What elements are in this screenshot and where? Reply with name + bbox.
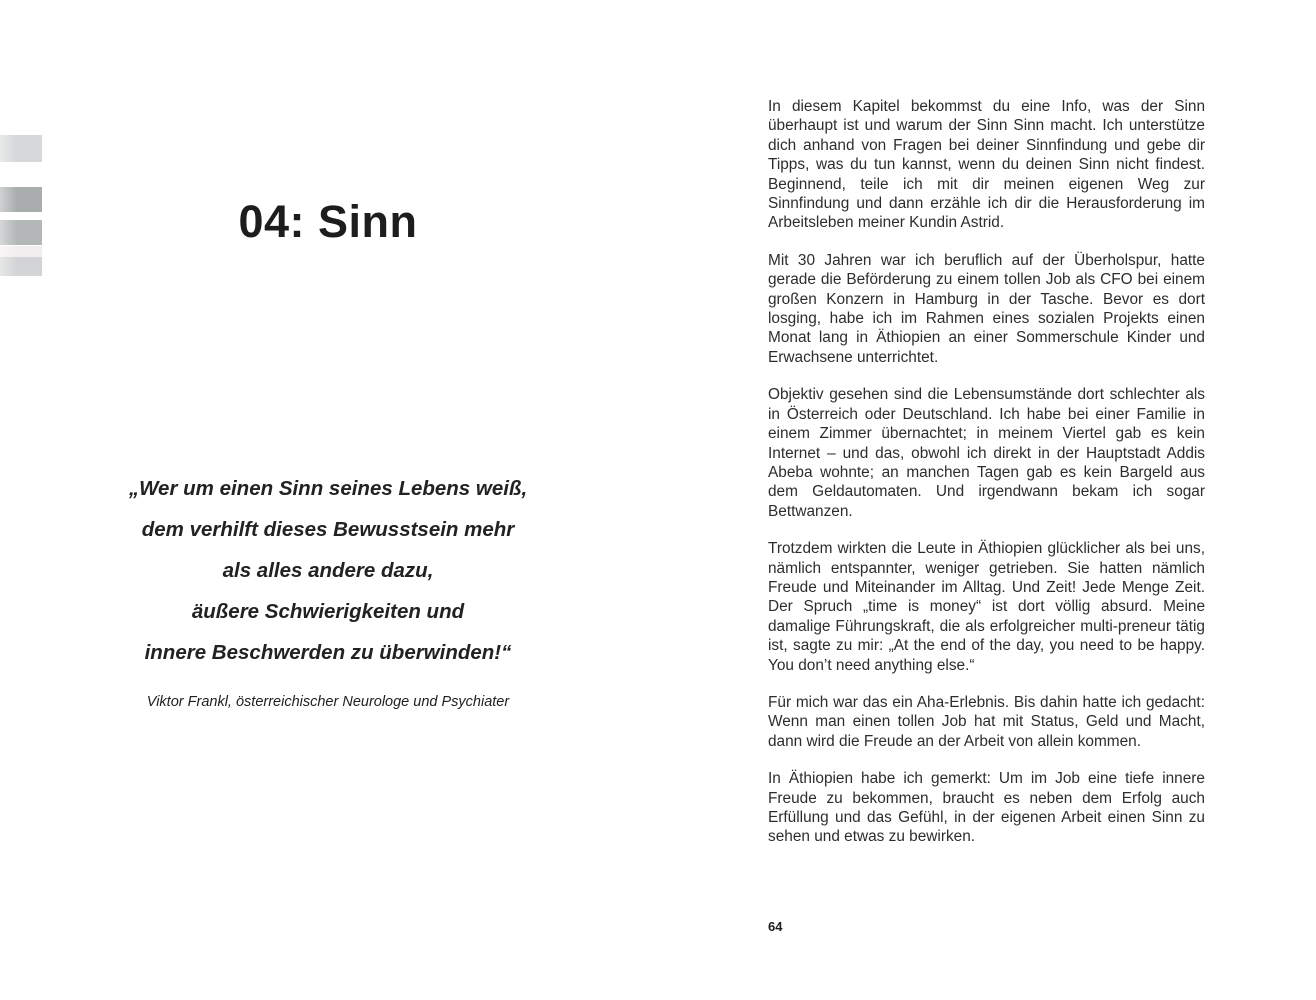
left-page: [108, 0, 548, 1000]
body-paragraph: Für mich war das ein Aha-Erlebnis. Bis dahin hatte ich gedacht: Wenn man einen tollen Job hat mit Status, Geld und Macht, dann wird die Freude an der Arbeit von allein kommen.: [768, 693, 1205, 750]
chapter-title: 04: Sinn: [238, 196, 418, 247]
body-paragraph: In diesem Kapitel bekommst du eine Info, was der Sinn überhaupt ist und warum der Sinn Sinn macht. Ich unterstütze dich anhand von Fragen bei deiner Sinnfindung und gebe dir Tipps, was du tun kannst, wenn du deinen Sinn nicht findest. Beginnend, teile ich mit dir meinen eigenen Weg zur Sinnfindung und dann erzähle ich dir die Herausforderung im Arbeitsleben meiner Kundin Astrid.: [768, 98, 1205, 232]
quote-line: „Wer um einen Sinn seines Lebens weiß,: [128, 477, 528, 500]
quote-line: äußere Schwierigkeiten und: [191, 600, 465, 623]
edge-tab: [0, 220, 42, 245]
chapter-quote: [108, 468, 548, 710]
right-page: [768, 97, 1205, 865]
edge-tab: [0, 257, 42, 276]
edge-tab: [0, 135, 42, 162]
body-paragraph: Trotzdem wirkten die Leute in Äthiopien glücklicher als bei uns, nämlich entspannter, weniger getrieben. Sie hatten nämlich Freude und Miteinander im Alltag. Und Zeit! Jede Menge Zeit. Der Spruch „time is money“ ist dort völlig absurd. Meine damalige Führungskraft, die als erfolgreicher multi-preneur tätig ist, sagte zu mir: „At the end of the day, you need to be happy. You don’t need anything else.“: [768, 540, 1205, 674]
page-number: 64: [768, 919, 783, 934]
quote-attribution: Viktor Frankl, österreichischer Neurologe und Psychiater: [146, 694, 510, 710]
quote-line: dem verhilft dieses Bewusstsein mehr: [141, 518, 515, 541]
body-paragraph: Objektiv gesehen sind die Lebensumstände dort schlechter als in Österreich oder Deutschland. Ich habe bei einer Familie in einem Zimmer übernachtet; in meinem Viertel gab es kein Internet – und das, obwohl ich direkt in der Hauptstadt Addis Abeba wohnte; an manchen Tagen gab es kein Bargeld aus dem Geldautomaten. Und irgendwann bekam ich sogar Bettwanzen.: [768, 386, 1205, 520]
quote-line: innere Beschwerden zu überwinden!“: [144, 641, 512, 664]
edge-tab: [0, 246, 42, 257]
edge-tab: [0, 187, 42, 212]
page-edge-tabs: [0, 0, 44, 1000]
body-paragraph: Mit 30 Jahren war ich beruflich auf der Überholspur, hatte gerade die Beförderung zu einem tollen Job als CFO bei einem großen Konzern in Hamburg in der Tasche. Bevor es dort losging, habe ich im Rahmen eines sozialen Projekts einen Monat lang in Äthiopien an einer Sommerschule Kinder und Erwachsene unterrichtet.: [768, 251, 1205, 366]
quote-line: als alles andere dazu,: [222, 559, 434, 582]
body-paragraph: In Äthiopien habe ich gemerkt: Um im Job eine tiefe innere Freude zu bekommen, braucht es neben dem Erfolg auch Erfüllung und das Gefühl, in der eigenen Arbeit einen Sinn zu sehen und etwas zu bewirken.: [768, 770, 1205, 846]
